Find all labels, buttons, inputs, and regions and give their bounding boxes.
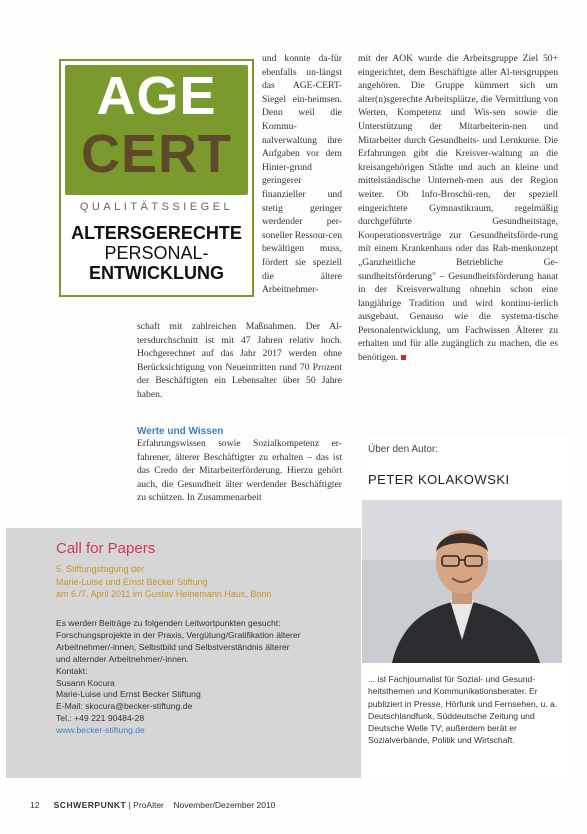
cfp-body (56, 618, 356, 737)
article-column-left: schaft mit zahlreichen Maßnahmen. Der Al-tersdurchschnitt ist mit 47 Jahren relativ hoch. Hochgerechnet auf das Jahr 2017 werden ohne Berücksichtigung von Neueintritten rund 70 Prozent der Beschäftigten ein Lebensalter über 50 Jahre haben. (137, 321, 342, 400)
author-bio: ... ist Fachjournalist für Sozial- und Gesund-heitsthemen und Kommunikationsberater. Er publiziert in Presse, Hörfunk und Fernsehen, u. a. Deutschlandfunk, Süddeutsche Zeitung und Deutsche Welle TV; außerdem berät er Sozialverbände, Politik und Wirtschaft. (368, 674, 558, 746)
cfp-sub-line3: am 6./7. April 2011 im Gustav Heinemann Haus, Bonn (56, 589, 272, 599)
footer-section: SCHWERPUNKT (53, 800, 127, 810)
cfp-contact-mail[interactable]: E-Mail: skocura@becker-stiftung.de (56, 701, 193, 712)
article-column-left-2: Erfahrungswissen sowie Sozialkompetenz er-fahrener, älterer Beschäftigter zu erhalten – das ist das Credo der Mitarbeiterförderung. Hierzu gehört auch, die Gesundheit älter werdender Beschäftigter zu schützen. In Zusammenarbeit (137, 438, 342, 504)
section-subheading: Werte und Wissen (137, 426, 224, 437)
page-number: 12 (30, 800, 40, 810)
end-of-article-marker-icon (401, 355, 406, 360)
cfp-contact-name: Susann Kocura (56, 677, 115, 688)
logo-caption-line3: ENTWICKLUNG (89, 263, 224, 283)
article-section-werte (137, 426, 342, 505)
page-footer (30, 800, 275, 810)
author-name: PETER KOLAKOWSKI (368, 472, 510, 487)
author-photo (362, 500, 562, 663)
article-column-right-text: mit der AOK wurde die Arbeitsgruppe Ziel 50+ eingerichtet, dem Beschäftigte aller Al-tersgruppen angehören. Die Gruppe kümmert sich um alter(n)sgerechte Arbeitsplätze, die Vermittlung von Werten, Kompetenz und Wis-sen sowie die Unterstützung der Mitarbeiterin-nen und Mitarbeiter durch Gesundheits- und Lernkurse. Die Erfahrungen gibt die Kreisver-waltung an die kreisangehörigen Städte und auch an kleine und mittelständische Unterneh-men aus der Region weiter. Ob Info-Broschü-ren, der speziell eingerichtete Gymnastikraum, regelmäßig durchgeführte Gesundheitstage, Kooperationsverträge zur Gesundheitsförde-rung mit einem Krankenhaus oder das Rah-menkonzept „Ganzheitliche Betriebliche Ge-sundheitsförderung" – Gesundheitsförderung hanat in der Kreisverwaltung ohnehin schon eine langjährige Tradition und wird kontinu-ierlich ausgebaut. Genauso wie die systema-tische Personalentwicklung, um Fachwissen Älterer zu erhalten und für alle zugänglich zu machen, die es benötigen. (358, 53, 558, 364)
article-column-right (358, 52, 558, 365)
logo-caption-line1: ALTERSGERECHTE (71, 223, 242, 243)
cfp-contact-web-link[interactable]: www.becker-stiftung.de (56, 725, 145, 736)
footer-date: November/Dezember 2010 (173, 800, 276, 810)
cfp-body-line1: Es werden Beiträge zu folgenden Leitwortpunkten gesucht: (56, 618, 281, 628)
cfp-body-line4: und alternder Arbeitnehmer/-innen. (56, 653, 189, 664)
cfp-sub-line2: Marie-Luise und Ernst Becker Stiftung (56, 576, 208, 587)
cfp-contact-tel: Tel.: +49 221 90484-28 (56, 713, 145, 724)
call-for-papers-box (6, 528, 361, 778)
agecert-logo (59, 59, 254, 297)
cfp-contact-org: Marie-Luise und Ernst Becker Stiftung (56, 689, 201, 700)
cfp-body-line2: Forschungsprojekte in der Praxis, Vergütung/Gratifikation älterer (56, 629, 301, 640)
author-portrait-illustration (362, 500, 562, 663)
logo-age-text: AGE (96, 66, 217, 126)
cfp-body-line3: Arbeitnehmer/-innen, Selbstbild und Selbstverständnis älterer (56, 641, 290, 652)
cfp-contact-label: Kontakt: (56, 665, 88, 676)
author-box (362, 436, 570, 781)
article-column-narrow: und konnte da-für ebenfalls un-längst das AGE-CERT-Siegel ein-heimsen. Denn weil die Kommu-nalverwaltung ihre Aufgaben vor dem Hinter-grund geringerer finanzieller und stetig geringer werdender per-soneller Ressour-cen bewältigen muss, fördert sie speziell die ältere Arbeitnehmer- (262, 53, 342, 296)
logo-qualitaetssiegel: QUALITÄTSSIEGEL (79, 201, 234, 213)
logo-caption (61, 223, 252, 283)
footer-separator: | (128, 800, 131, 810)
footer-magazine: ProAlter (133, 800, 164, 810)
logo-caption-line2: PERSONAL- (104, 243, 209, 263)
logo-cert-text: CERT (81, 124, 232, 184)
cfp-title: Call for Papers (56, 540, 156, 557)
cfp-subtitle (56, 563, 356, 601)
cfp-sub-line1: 5. Stiftungstagung der (56, 564, 145, 574)
author-label: Über den Autor: (368, 444, 439, 455)
logo-green-block (65, 65, 248, 195)
